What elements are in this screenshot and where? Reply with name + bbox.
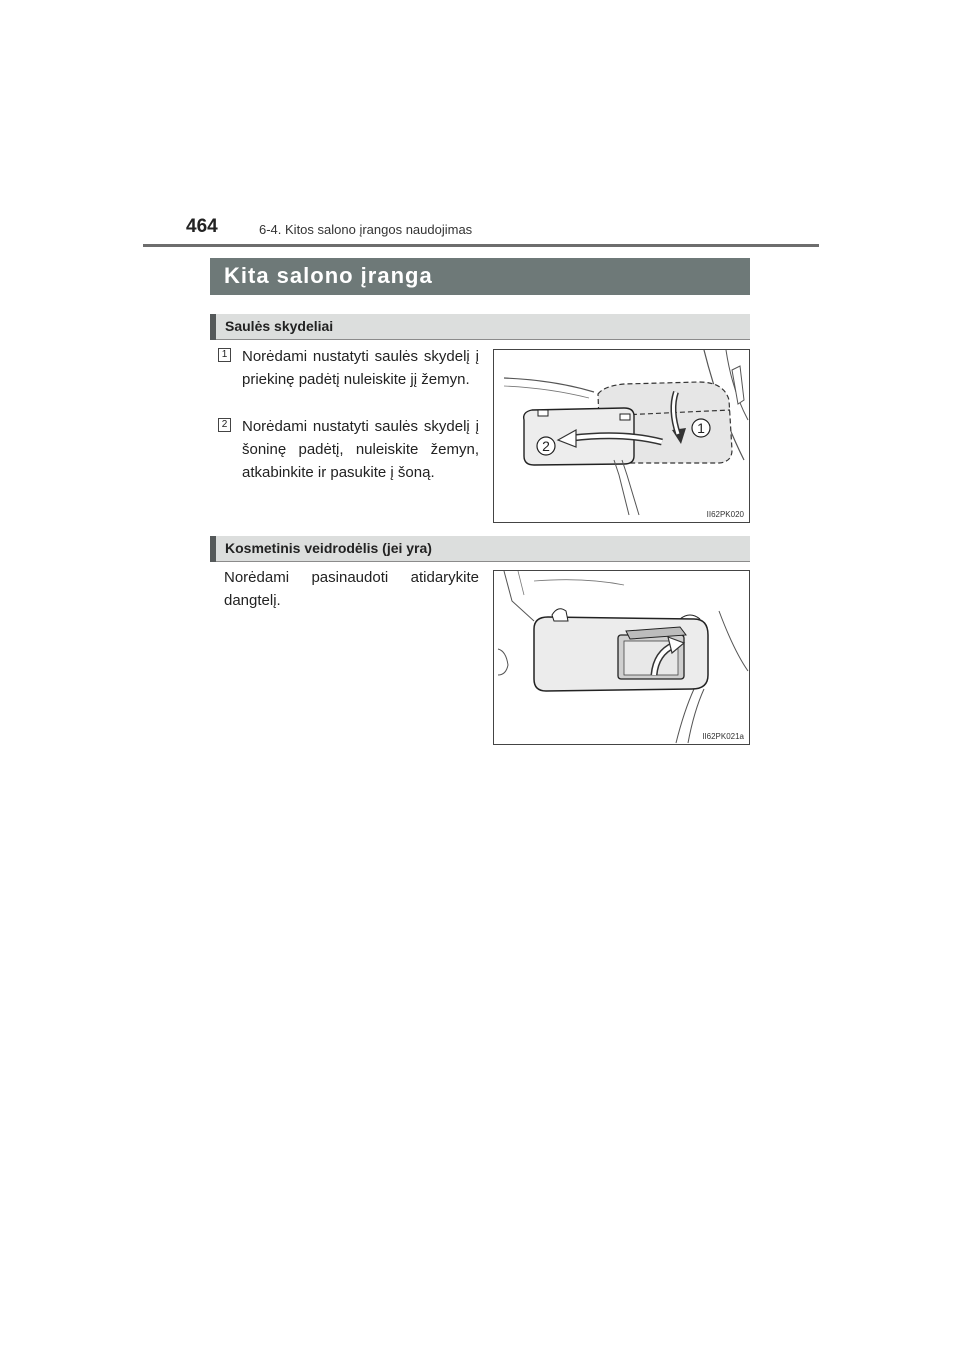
figure-code: II62PK020 [706,510,744,519]
step-text: Norėdami nustatyti saulės skydelį į priekinę padėtį nuleiskite jį žemyn. [242,348,479,388]
subsection-title: Kosmetinis veidrodėlis (jei yra) [225,540,432,556]
sun-visor-figure [493,349,750,523]
subsection-vanity-mirror [210,536,750,562]
subsection-title: Saulės skydeliai [225,318,334,334]
subsection-sun-visors [210,314,750,340]
header-rule [143,244,819,247]
subsection-accent [210,314,216,340]
step-number-badge: 2 [218,418,231,432]
step-text: Norėdami nustatyti saulės skydelį į šoninę padėtį, nuleiskite žemyn, atkabinkite ir pasukite į šoną. [242,418,479,481]
section-title: Kita salono įranga [224,263,433,288]
figure-code: II62PK021a [702,732,744,741]
page-number: 464 [186,216,218,237]
running-header: 6-4. Kitos salono įrangos naudojimas [259,222,473,237]
sun-visor-illustration [494,350,749,522]
vanity-mirror-figure [493,570,750,745]
subsection-accent [210,536,216,562]
section-title-bar [210,258,750,295]
callout-1: 1 [697,420,705,436]
vanity-mirror-text: Norėdami pasinaudoti atidarykite dangtelį. [224,569,479,609]
step-number-badge: 1 [218,348,231,362]
callout-2: 2 [542,438,550,454]
vanity-mirror-illustration [494,571,749,744]
